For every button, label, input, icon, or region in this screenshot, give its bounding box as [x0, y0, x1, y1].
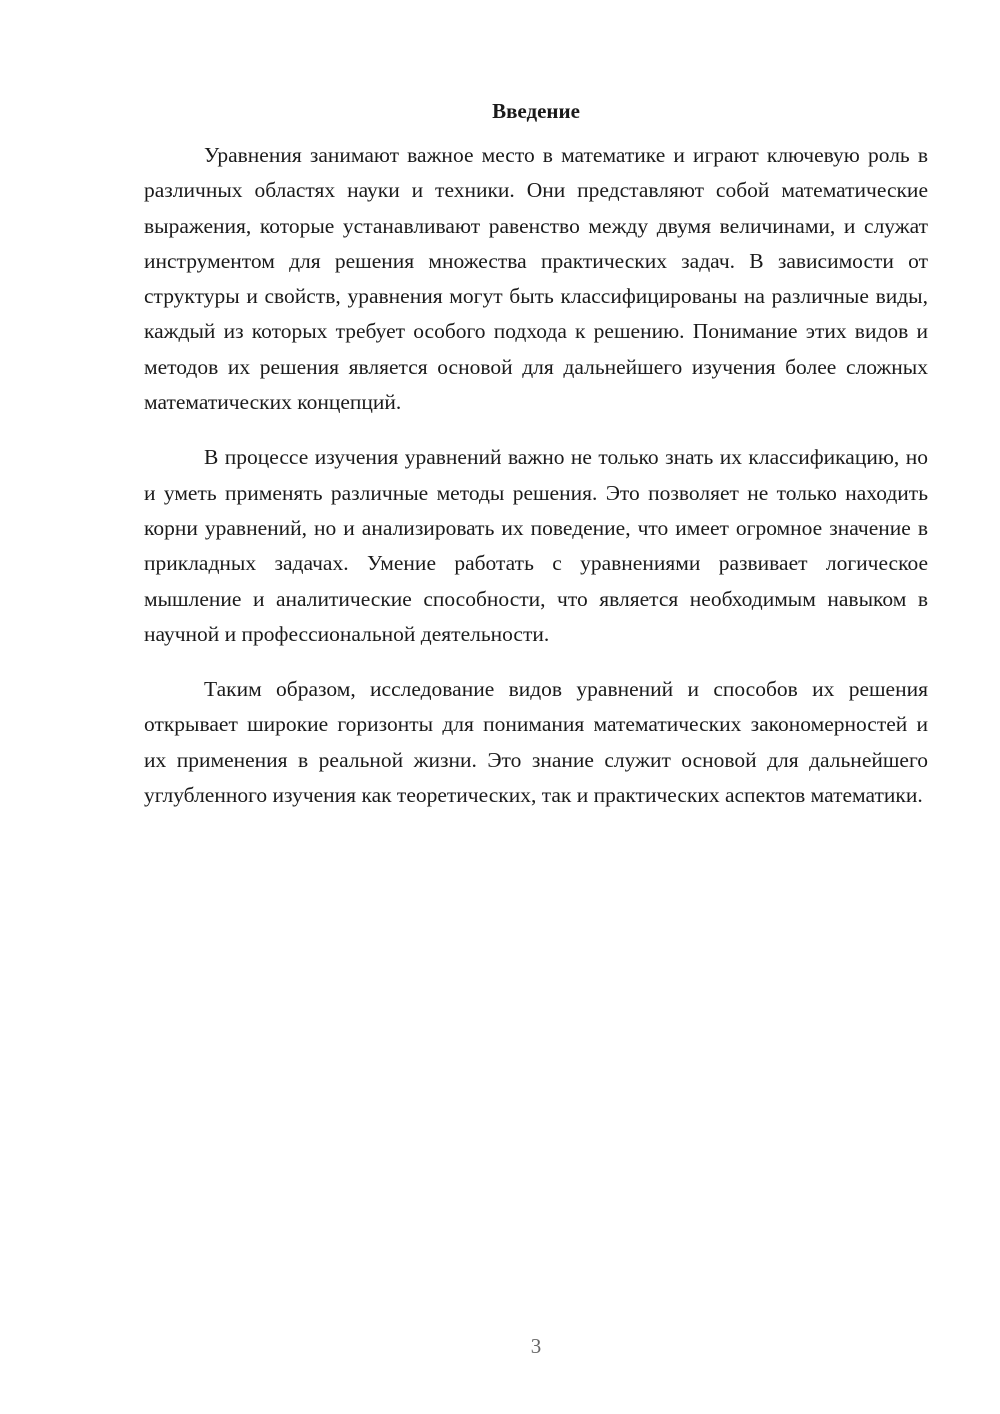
- section-heading: Введение: [492, 99, 580, 123]
- body-paragraph-1: Уравнения занимают важное место в математике и играют ключевую роль в различных областях науки и техники. Они представляют собой математические выражения, которые устанавливают равенство между двумя величинами, и служат инструментом для решения множества практических задач. В зависимости от структуры и свойств, уравнения могут быть классифицированы на различные виды, каждый из которых требует особого подхода к решению. Понимание этих видов и методов их решения является основой для дальнейшего изучения более сложных математических концепций.: [144, 143, 928, 415]
- body-paragraph-2: В процессе изучения уравнений важно не только знать их классификацию, но и уметь применять различные методы решения. Это позволяет не только находить корни уравнений, но и анализировать их поведение, что имеет огромное значение в прикладных задачах. Умение работать с уравнениями развивает логическое мышление и аналитические способности, что является необходимым навыком в научной и профессиональной деятельности.: [144, 445, 928, 646]
- body-paragraph-3: Таким образом, исследование видов уравнений и способов их решения открывает широкие горизонты для понимания математических закономерностей и их применения в реальной жизни. Это знание служит основой для дальнейшего углубленного изучения как теоретических, так и практических аспектов математики.: [144, 677, 928, 808]
- page-content: [144, 96, 928, 833]
- page-number: 3: [530, 1334, 542, 1358]
